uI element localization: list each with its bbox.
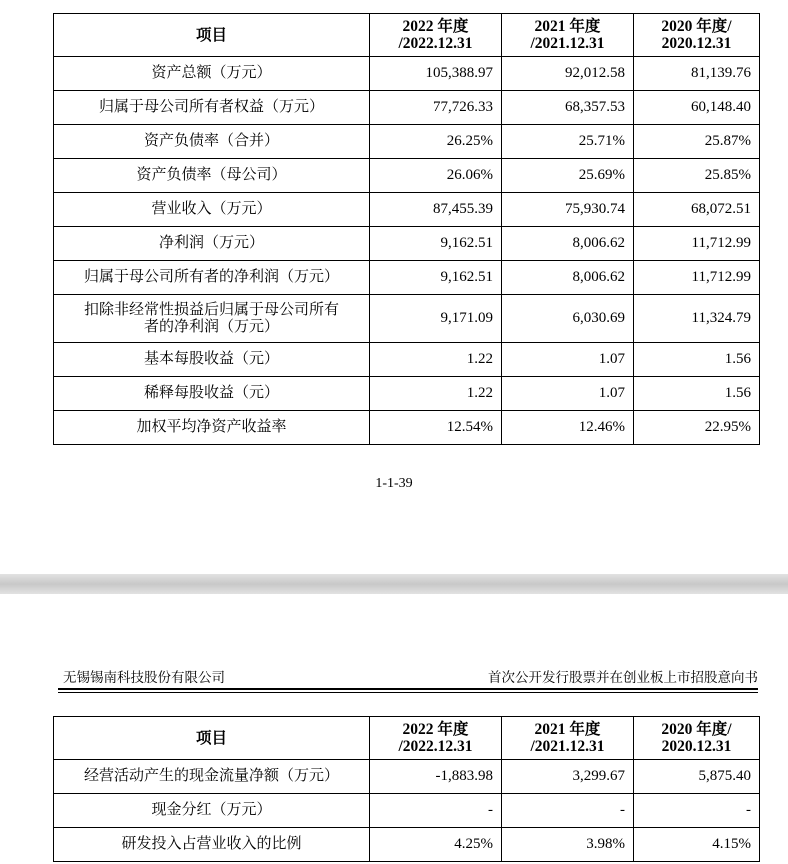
- value-2022: 105,388.97: [370, 57, 502, 91]
- value-2021: 68,357.53: [502, 91, 634, 125]
- running-header: [63, 666, 758, 686]
- value-2021: 12.46%: [502, 411, 634, 445]
- header-2022-line1: 2022 年度: [402, 18, 469, 35]
- value-2021: 1.07: [502, 377, 634, 411]
- table-row: [54, 377, 760, 411]
- value-2022: 26.25%: [370, 125, 502, 159]
- header-2021: [502, 14, 634, 57]
- value-2022: 9,162.51: [370, 261, 502, 295]
- value-2021: 92,012.58: [502, 57, 634, 91]
- row-label: [54, 343, 370, 377]
- header-2022: [370, 14, 502, 57]
- row-label: [54, 159, 370, 193]
- value-2022: 9,162.51: [370, 227, 502, 261]
- company-name: 无锡锡南科技股份有限公司: [63, 670, 225, 686]
- value-2020: 25.85%: [634, 159, 760, 193]
- table-row: [54, 261, 760, 295]
- page-separator: [0, 574, 788, 594]
- header-2021-line2: /2021.12.31: [530, 35, 605, 52]
- header-2022-line2: /2022.12.31: [398, 35, 473, 52]
- header-2022-line1: 2022 年度: [402, 721, 469, 738]
- row-label-line: 研发投入占营业收入的比例: [121, 836, 302, 852]
- row-label: [54, 828, 370, 862]
- row-label: [54, 794, 370, 828]
- header-rule-thin: [58, 692, 758, 693]
- table-body: [54, 760, 760, 862]
- value-2022: -: [370, 794, 502, 828]
- row-label: [54, 261, 370, 295]
- table-header-row: [54, 14, 760, 57]
- row-label-line: 资产负债率（母公司）: [136, 167, 287, 183]
- header-2022-line2: /2022.12.31: [398, 738, 473, 755]
- value-2022: 9,171.09: [370, 295, 502, 343]
- value-2021: 3,299.67: [502, 760, 634, 794]
- document-title: 首次公开发行股票并在创业板上市招股意向书: [488, 670, 758, 686]
- value-2022: 26.06%: [370, 159, 502, 193]
- table-row: [54, 828, 760, 862]
- value-2021: 6,030.69: [502, 295, 634, 343]
- row-label: [54, 295, 370, 343]
- value-2020: 1.56: [634, 343, 760, 377]
- row-label-line: 净利润（万元）: [158, 235, 264, 251]
- row-label-line: 现金分红（万元）: [151, 802, 272, 818]
- value-2020: 22.95%: [634, 411, 760, 445]
- header-2021-line2: /2021.12.31: [530, 738, 605, 755]
- value-2022: 4.25%: [370, 828, 502, 862]
- table-header-row: [54, 717, 760, 760]
- row-label-line: 归属于母公司所有者权益（万元）: [98, 99, 324, 115]
- value-2022: 12.54%: [370, 411, 502, 445]
- value-2020: 68,072.51: [634, 193, 760, 227]
- row-label: [54, 193, 370, 227]
- table-row: [54, 91, 760, 125]
- row-label: [54, 125, 370, 159]
- row-label-line: 基本每股收益（元）: [143, 351, 279, 367]
- table-row: [54, 343, 760, 377]
- value-2022: 87,455.39: [370, 193, 502, 227]
- table-row: [54, 193, 760, 227]
- value-2020: 1.56: [634, 377, 760, 411]
- row-label: [54, 377, 370, 411]
- value-2020: -: [634, 794, 760, 828]
- value-2021: 8,006.62: [502, 227, 634, 261]
- value-2021: -: [502, 794, 634, 828]
- header-2022: [370, 717, 502, 760]
- document-page-lower: [0, 594, 788, 864]
- row-label-line: 资产总额（万元）: [151, 65, 272, 81]
- header-2020: [634, 717, 760, 760]
- value-2021: 3.98%: [502, 828, 634, 862]
- row-label-line: 资产负债率（合并）: [143, 133, 279, 149]
- value-2020: 5,875.40: [634, 760, 760, 794]
- row-label: [54, 57, 370, 91]
- row-label: [54, 91, 370, 125]
- value-2020: 11,712.99: [634, 261, 760, 295]
- table-row: [54, 227, 760, 261]
- header-2020-line2: 2020.12.31: [661, 738, 732, 755]
- table-body: [54, 57, 760, 445]
- value-2020: 60,148.40: [634, 91, 760, 125]
- table-row: [54, 57, 760, 91]
- header-item: 项目: [54, 717, 370, 760]
- table-row: [54, 125, 760, 159]
- row-label-line: 者的净利润（万元）: [143, 318, 279, 335]
- value-2022: -1,883.98: [370, 760, 502, 794]
- table-row: [54, 760, 760, 794]
- page-number: 1-1-39: [375, 476, 413, 491]
- row-label: [54, 227, 370, 261]
- header-2021-line1: 2021 年度: [534, 721, 601, 738]
- value-2021: 25.71%: [502, 125, 634, 159]
- table-row: [54, 794, 760, 828]
- header-2021: [502, 717, 634, 760]
- table-row: [54, 159, 760, 193]
- value-2022: 77,726.33: [370, 91, 502, 125]
- value-2021: 75,930.74: [502, 193, 634, 227]
- value-2021: 8,006.62: [502, 261, 634, 295]
- table-row: [54, 411, 760, 445]
- value-2022: 1.22: [370, 377, 502, 411]
- table-row: [54, 295, 760, 343]
- row-label-line: 稀释每股收益（元）: [143, 385, 279, 401]
- row-label-line: 营业收入（万元）: [151, 201, 272, 217]
- value-2020: 11,712.99: [634, 227, 760, 261]
- row-label-line: 归属于母公司所有者的净利润（万元）: [83, 269, 339, 285]
- row-label: [54, 411, 370, 445]
- financial-indicators-table-continued: [53, 716, 760, 862]
- value-2020: 11,324.79: [634, 295, 760, 343]
- header-2020: [634, 14, 760, 57]
- value-2021: 25.69%: [502, 159, 634, 193]
- financial-indicators-table: [53, 13, 760, 445]
- header-rule-thick: [58, 688, 758, 690]
- header-item: 项目: [54, 14, 370, 57]
- header-2021-line1: 2021 年度: [534, 18, 601, 35]
- value-2020: 25.87%: [634, 125, 760, 159]
- value-2022: 1.22: [370, 343, 502, 377]
- value-2020: 4.15%: [634, 828, 760, 862]
- row-label-line: 经营活动产生的现金流量净额（万元）: [83, 768, 339, 784]
- header-2020-line1: 2020 年度/: [661, 721, 732, 738]
- row-label-line: 扣除非经常性损益后归属于母公司所有: [83, 301, 339, 318]
- value-2020: 81,139.76: [634, 57, 760, 91]
- header-2020-line1: 2020 年度/: [661, 18, 732, 35]
- value-2021: 1.07: [502, 343, 634, 377]
- header-2020-line2: 2020.12.31: [661, 35, 732, 52]
- row-label: [54, 760, 370, 794]
- row-label-line: 加权平均净资产收益率: [136, 419, 287, 435]
